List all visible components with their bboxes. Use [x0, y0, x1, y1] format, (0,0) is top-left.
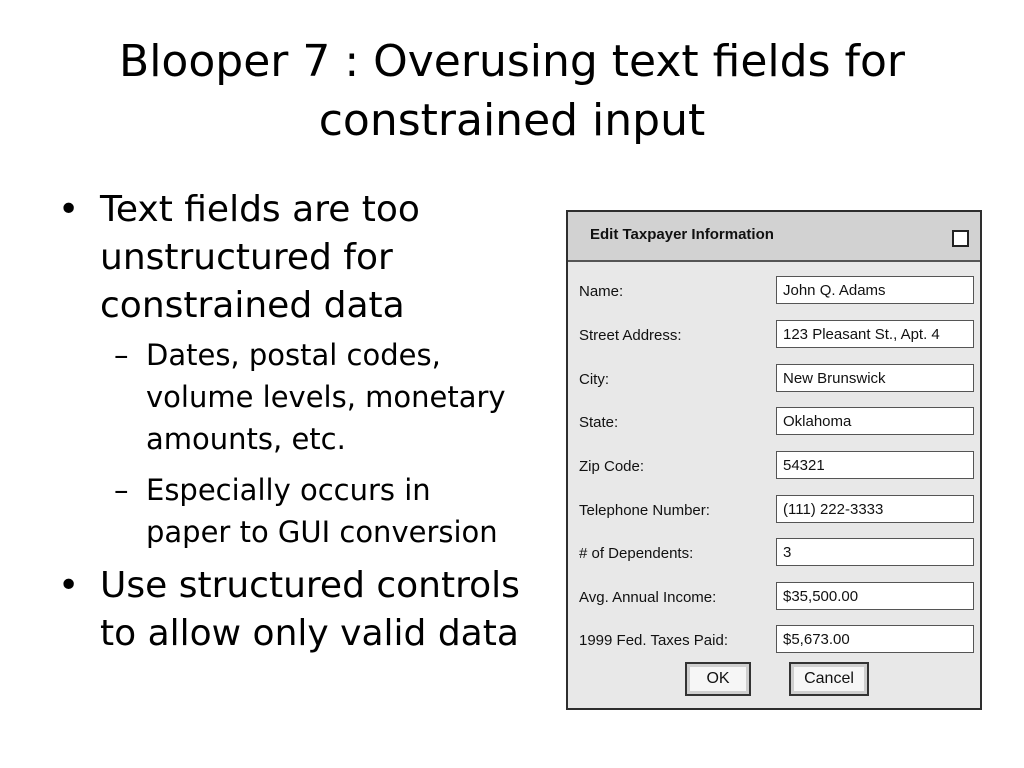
taxpayer-dialog: [566, 210, 982, 710]
form-row-dependents: [568, 538, 980, 568]
slide-title-line-2: constrained input: [318, 95, 706, 146]
field-label: Zip Code:: [579, 458, 645, 475]
form-row-annual-income: [568, 582, 980, 612]
taxes-paid-field[interactable]: [776, 625, 974, 653]
form-row-taxes-paid: [568, 625, 980, 655]
sub-bullet-item: [114, 334, 548, 460]
bullet-text: [100, 562, 548, 658]
dependents-field[interactable]: [776, 538, 974, 566]
field-label: State:: [579, 414, 619, 431]
bullet-list: [58, 186, 548, 666]
sub-bullet-text-line: Dates, postal codes,: [146, 338, 441, 372]
form-row-zip-code: [568, 451, 980, 481]
zip-code-field[interactable]: [776, 451, 974, 479]
state-field[interactable]: [776, 407, 974, 435]
field-label: Name:: [579, 283, 624, 300]
city-field[interactable]: [776, 364, 974, 392]
form-row-name: [568, 276, 980, 306]
bullet-text-line: Use structured controls: [100, 565, 520, 606]
field-label: City:: [579, 371, 609, 388]
form-row-city: [568, 364, 980, 394]
bullet-text-line: Text fields are too: [100, 189, 420, 230]
bullet-text-line: constrained data: [100, 285, 405, 326]
bullet-marker: •: [58, 189, 80, 230]
bullet-text-line: to allow only valid data: [100, 613, 519, 654]
bullet-marker: •: [58, 565, 80, 606]
bullet-item: [58, 186, 548, 553]
sub-bullet-text-line: volume levels, monetary: [146, 380, 506, 414]
bullet-text-line: unstructured for: [100, 237, 393, 278]
name-field[interactable]: [776, 276, 974, 304]
field-label: Avg. Annual Income:: [579, 589, 717, 606]
sub-bullet-text-line: Especially occurs in: [146, 473, 431, 507]
sub-bullet-marker: –: [114, 473, 129, 507]
annual-income-field[interactable]: [776, 582, 974, 610]
close-box-icon[interactable]: [952, 230, 969, 247]
cancel-button[interactable]: Cancel: [789, 662, 869, 696]
sub-bullet-text-line: paper to GUI conversion: [146, 515, 498, 549]
sub-bullet-list: [100, 334, 548, 553]
field-label: # of Dependents:: [579, 545, 694, 562]
bullet-item: [58, 562, 548, 658]
ok-button[interactable]: OK: [685, 662, 751, 696]
telephone-number-field[interactable]: [776, 495, 974, 523]
field-label: Street Address:: [579, 327, 682, 344]
field-label: Telephone Number:: [579, 502, 710, 519]
form-row-state: [568, 407, 980, 437]
slide-title: [62, 32, 962, 150]
bullet-text: [100, 186, 548, 330]
slide-title-line-1: Blooper 7 : Overusing text fields for: [119, 36, 905, 87]
sub-bullet-marker: –: [114, 338, 129, 372]
sub-bullet-item: [114, 469, 548, 553]
sub-bullet-text-line: amounts, etc.: [146, 422, 346, 456]
dialog-title: Edit Taxpayer Information: [590, 226, 774, 243]
form-row-street-address: [568, 320, 980, 350]
street-address-field[interactable]: [776, 320, 974, 348]
form-row-telephone: [568, 495, 980, 525]
dialog-titlebar: [568, 212, 980, 262]
field-label: 1999 Fed. Taxes Paid:: [579, 632, 728, 649]
